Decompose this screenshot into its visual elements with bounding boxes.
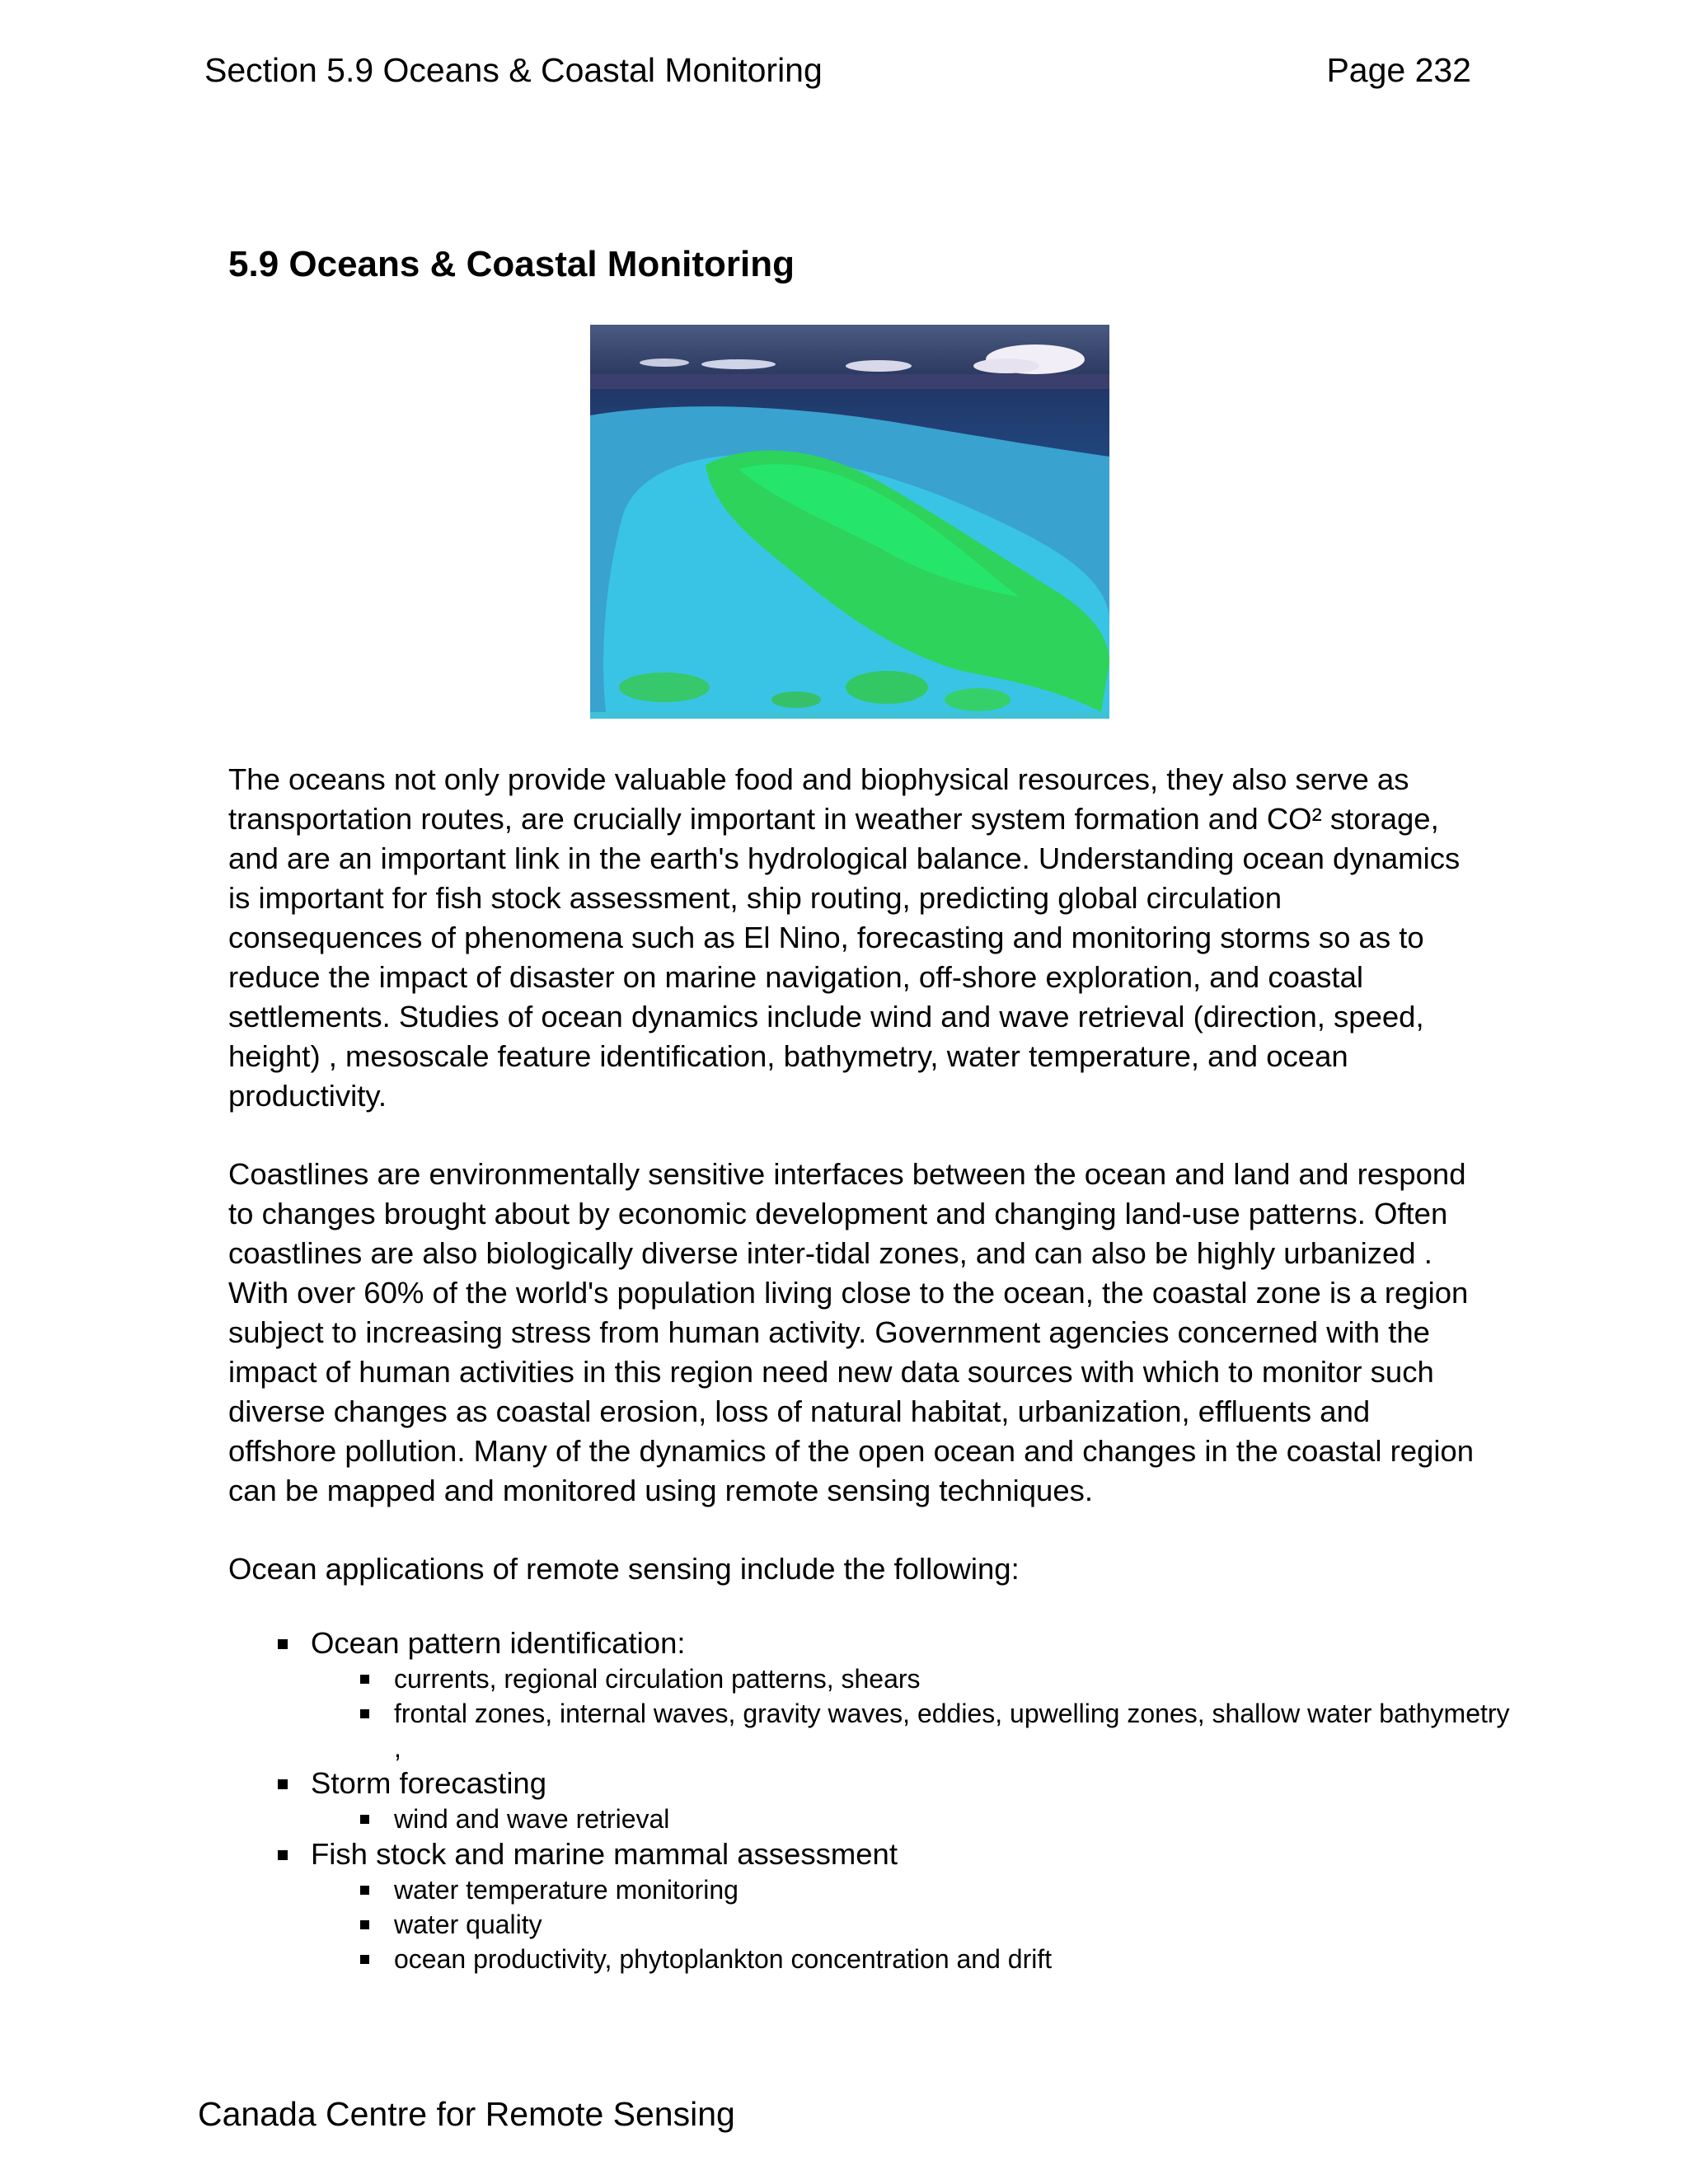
sub-list-item: wind and wave retrieval [360,1802,1514,1836]
page-number: Page 232 [1326,51,1471,89]
list-item [278,1625,1514,1765]
sub-list-item: water temperature monitoring [360,1872,1514,1907]
list-item [278,1836,1514,1976]
paragraph-applications-intro: Ocean applications of remote sensing include the following: [228,1552,1020,1586]
sub-list [278,1802,1514,1836]
paragraph-coastlines: Coastlines are environmentally sensitive interfaces between the ocean and land and respond to changes brought about by economic development and changing land-use patterns. Often coastlines are also biologically diverse inter-tidal zones, and can also be highly urbanized . With over 60% of the world's population living close to the ocean, the coastal zone is a region subject to increasing stress from human activity. Government agencies concerned with the impact of human activities in this region need new data sources with which to monitor such diverse changes as coastal erosion, loss of natural habitat, urbanization, effluents and offshore pollution. Many of the dynamics of the open ocean and changes in the coastal region can be mapped and monitored using remote sensing techniques. [228,1157,1475,1507]
footer-organization: Canada Centre for Remote Sensing [198,2095,735,2133]
paragraph-oceans: The oceans not only provide valuable food and biophysical resources, they also serve as transportation routes, are crucially important in weather system formation and CO² storage, and are an important link in the earth's hydrological balance. Understanding ocean dynamics is important for fish stock assessment, ship routing, predicting global circulation consequences of phenomena such as El Nino, forecasting and monitoring storms so as to reduce the impact of disaster on marine navigation, off-shore exploration, and coastal settlements. Studies of ocean dynamics include wind and wave retrieval (direction, speed, height) , mesoscale feature identification, bathymetry, water temperature, and ocean productivity. [228,762,1461,1113]
sub-list [278,1872,1514,1976]
sub-list-item: ocean productivity, phytoplankton concentration and drift [360,1942,1514,1976]
list-item [278,1765,1514,1836]
applications-list [278,1625,1514,1976]
list-item-label: Storm forecasting [311,1766,547,1800]
ocean-coastal-image [590,325,1109,719]
sub-list-item: currents, regional circulation patterns, shears [360,1661,1514,1696]
section-header: Section 5.9 Oceans & Coastal Monitoring [204,51,823,89]
sub-list-item: water quality [360,1907,1514,1942]
list-item-label: Fish stock and marine mammal assessment [311,1837,898,1871]
page-title: 5.9 Oceans & Coastal Monitoring [228,244,795,284]
list-item-label: Ocean pattern identification: [311,1626,686,1660]
sub-list-item: frontal zones, internal waves, gravity waves, eddies, upwelling zones, shallow water bathymetry , [360,1696,1514,1765]
sub-list [278,1661,1514,1765]
